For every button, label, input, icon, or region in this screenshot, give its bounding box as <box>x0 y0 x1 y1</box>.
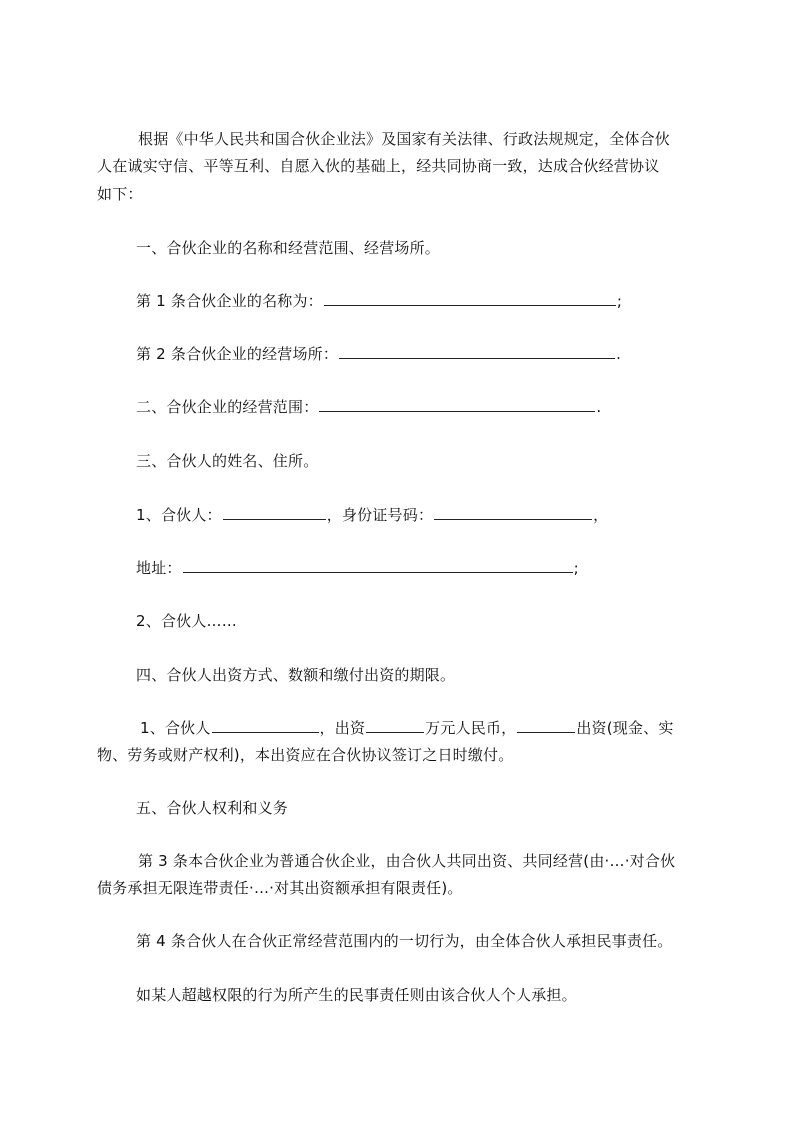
contribution-label: 1、合伙人 <box>140 719 211 737</box>
contribution-mid-2: 万元人民币， <box>425 719 517 737</box>
contributor-name-blank[interactable] <box>212 715 319 733</box>
partner-1-address <box>136 553 756 583</box>
partner-2: 2、合伙人…… <box>136 612 237 630</box>
business-name-blank[interactable] <box>324 288 616 306</box>
intro-line-1: 根据《中华人民共和国合伙企业法》及国家有关法律、行政法规规定，全体合伙 <box>138 130 671 148</box>
partner-name-blank[interactable] <box>223 502 326 520</box>
liability-clause: 如某人超越权限的行为所产生的民事责任则由该合伙人个人承担。 <box>136 986 577 1004</box>
section-5-heading: 五、合伙人权利和义务 <box>136 799 289 817</box>
article-2-end: . <box>616 345 622 363</box>
contribution-type-blank[interactable] <box>517 715 575 733</box>
partner-1 <box>136 500 756 530</box>
article-3-line-2: 债务承担无限连带责任·…·对其出资额承担有限责任)。 <box>97 879 463 897</box>
contribution-mid-3: 出资(现金、实 <box>576 719 674 737</box>
section-1-heading: 一、合伙企业的名称和经营范围、经营场所。 <box>136 239 441 257</box>
intro-line-3: 如下： <box>97 185 143 203</box>
business-location-blank[interactable] <box>339 341 615 359</box>
intro-line-2: 人在诚实守信、平等互利、自愿入伙的基础上，经共同协商一致，达成合伙经营协议 <box>97 157 660 175</box>
partner-1-label: 1、合伙人： <box>136 506 222 524</box>
section-3-heading: 三、合伙人的姓名、住所。 <box>136 452 319 470</box>
amount-blank[interactable] <box>366 715 424 733</box>
article-4: 第 4 条合伙人在合伙正常经营范围内的一切行为，由全体合伙人承担民事责任。 <box>136 932 673 950</box>
partner-1-end: ， <box>593 506 609 524</box>
contribution-line-2: 物、劳务或财产权利)，本出资应在合伙协议签订之日时缴付。 <box>97 746 514 764</box>
article-1 <box>136 286 756 316</box>
section-4-heading: 四、合伙人出资方式、数额和缴付出资的期限。 <box>136 666 456 684</box>
address-blank[interactable] <box>183 555 573 573</box>
address-label: 地址： <box>136 559 182 577</box>
section-2-label: 二、合伙企业的经营范围： <box>136 398 319 416</box>
contribution-line-1 <box>140 713 760 743</box>
section-2-end: . <box>596 398 602 416</box>
article-2 <box>136 339 756 369</box>
article-2-label: 第 2 条合伙企业的经营场所： <box>136 345 339 363</box>
article-1-label: 第 1 条合伙企业的名称为： <box>136 292 323 310</box>
article-1-end: ; <box>616 292 623 310</box>
contribution-mid-1: ，出资 <box>319 719 366 737</box>
id-number-blank[interactable] <box>434 502 592 520</box>
section-2 <box>136 392 756 422</box>
partner-1-id-label: ，身份证号码： <box>326 506 434 524</box>
address-end: ; <box>573 559 579 577</box>
business-scope-blank[interactable] <box>319 394 595 412</box>
article-3-line-1: 第 3 条本合伙企业为普通合伙企业，由合伙人共同出资、共同经营(由·…·对合伙 <box>138 852 676 870</box>
